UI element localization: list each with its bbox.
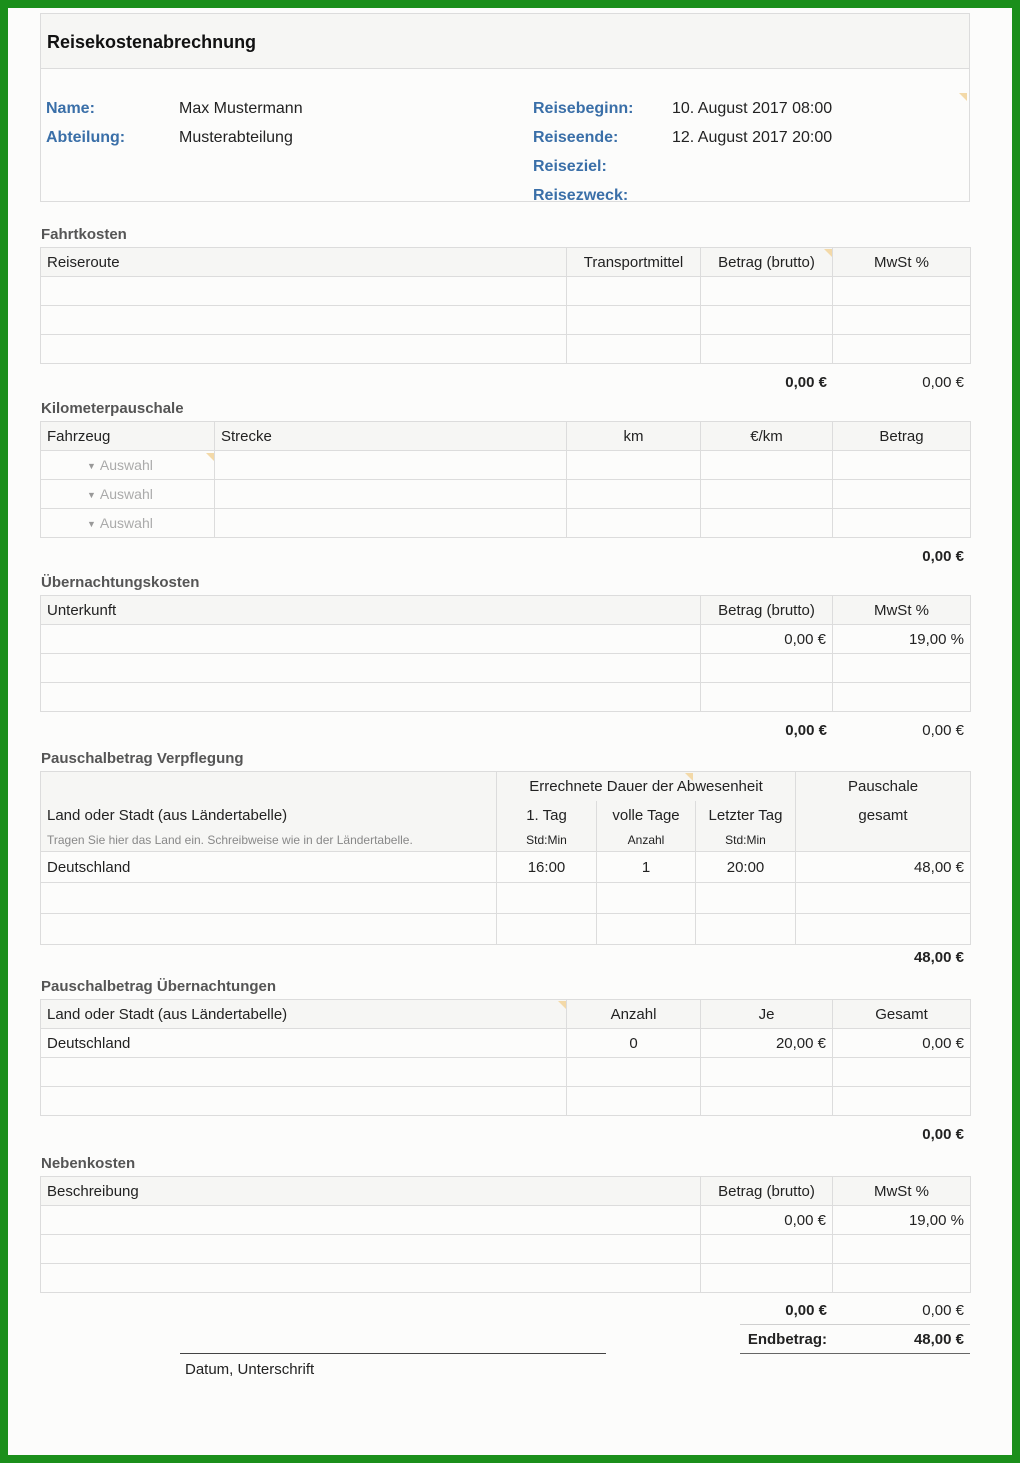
cell-land[interactable] xyxy=(41,1087,567,1116)
cell-betrag[interactable] xyxy=(701,1264,833,1293)
signature-label: Datum, Unterschrift xyxy=(185,1361,315,1378)
cell-mwst[interactable] xyxy=(833,335,971,364)
col-letzter-tag: Letzter Tag xyxy=(696,801,796,830)
cell-betrag[interactable]: 0,00 € xyxy=(701,625,833,654)
reiseende-label: Reiseende: xyxy=(533,129,619,146)
col-euro-per-km: €/km xyxy=(701,422,833,451)
page-title: Reisekostenabrechnung xyxy=(47,32,257,52)
reisebeginn-value[interactable]: 10. August 2017 08:00 xyxy=(672,100,833,117)
cell-land[interactable]: Deutschland xyxy=(41,1029,567,1058)
cell-land[interactable]: Deutschland xyxy=(41,852,497,883)
col-betrag-brutto: Betrag (brutto) xyxy=(701,596,833,625)
cell-letzter-tag[interactable] xyxy=(696,883,796,914)
reiseziel-label: Reiseziel: xyxy=(533,158,607,175)
col-betrag: Betrag xyxy=(833,422,971,451)
cell-transportmittel[interactable] xyxy=(567,277,701,306)
cell-unterkunft[interactable] xyxy=(41,654,701,683)
fahrzeug-select[interactable] xyxy=(41,509,215,538)
cell-betrag[interactable]: 0,00 € xyxy=(701,1206,833,1235)
cell-betrag xyxy=(833,480,971,509)
col-mwst: MwSt % xyxy=(833,248,971,277)
cell-betrag[interactable] xyxy=(701,1235,833,1264)
cell-je: 20,00 € xyxy=(701,1029,833,1058)
cell-km[interactable] xyxy=(567,451,701,480)
col-fahrzeug: Fahrzeug xyxy=(41,422,215,451)
table-row xyxy=(41,509,971,538)
cell-betrag[interactable] xyxy=(701,335,833,364)
nebenkosten-total-betrag: 0,00 € xyxy=(785,1302,827,1319)
cell-betrag[interactable] xyxy=(701,277,833,306)
table-row xyxy=(41,451,971,480)
signature-line[interactable] xyxy=(180,1353,606,1354)
table-row xyxy=(41,1264,971,1293)
section-title-uebernachtungskosten: Übernachtungskosten xyxy=(41,574,200,591)
table-row xyxy=(41,306,971,335)
table-row xyxy=(41,625,971,654)
cell-reiseroute[interactable] xyxy=(41,277,567,306)
section-title-fahrtkosten: Fahrtkosten xyxy=(41,226,127,243)
cell-beschreibung[interactable] xyxy=(41,1206,701,1235)
cell-km[interactable] xyxy=(567,480,701,509)
fahrzeug-select[interactable] xyxy=(41,451,215,480)
cell-reiseroute[interactable] xyxy=(41,306,567,335)
uebernachtung-total-mwst: 0,00 € xyxy=(922,722,964,739)
cell-euro-km[interactable] xyxy=(701,451,833,480)
table-row xyxy=(41,335,971,364)
col-gesamt: Gesamt xyxy=(833,1000,971,1029)
col-betrag-brutto: Betrag (brutto) xyxy=(701,248,833,277)
comment-marker-icon[interactable] xyxy=(959,93,967,101)
section-title-nebenkosten: Nebenkosten xyxy=(41,1155,136,1172)
col-beschreibung: Beschreibung xyxy=(41,1177,701,1206)
unit-volle: Anzahl xyxy=(597,830,696,852)
cell-mwst[interactable]: 19,00 % xyxy=(833,1206,971,1235)
fahrzeug-select[interactable] xyxy=(41,480,215,509)
table-row xyxy=(41,1029,971,1058)
cell-letzter-tag[interactable] xyxy=(696,914,796,945)
cell-transportmittel[interactable] xyxy=(567,335,701,364)
cell-betrag[interactable] xyxy=(701,683,833,712)
col-anzahl: Anzahl xyxy=(567,1000,701,1029)
cell-betrag xyxy=(833,451,971,480)
abteilung-value[interactable]: Musterabteilung xyxy=(179,129,293,146)
cell-unterkunft[interactable] xyxy=(41,683,701,712)
col-land: Land oder Stadt (aus Ländertabelle) xyxy=(41,801,497,830)
col-transportmittel: Transportmittel xyxy=(567,248,701,277)
section-title-kilometerpauschale: Kilometerpauschale xyxy=(41,400,184,417)
col-reiseroute: Reiseroute xyxy=(41,248,567,277)
reiseende-value[interactable]: 12. August 2017 20:00 xyxy=(672,129,833,146)
nebenkosten-total-mwst: 0,00 € xyxy=(922,1302,964,1319)
kilometer-table xyxy=(40,421,971,538)
cell-betrag[interactable] xyxy=(701,306,833,335)
endbetrag-value: 48,00 € xyxy=(913,1331,964,1348)
reisebeginn-label: Reisebeginn: xyxy=(533,100,634,117)
col-pauschale: Pauschale xyxy=(796,772,971,801)
unit-gesamt xyxy=(796,830,971,852)
cell-anzahl[interactable] xyxy=(567,1058,701,1087)
cell-reiseroute[interactable] xyxy=(41,335,567,364)
comment-marker-icon[interactable] xyxy=(685,773,693,781)
select-placeholder: Auswahl xyxy=(99,515,153,531)
cell-tag1[interactable]: 16:00 xyxy=(497,852,597,883)
table-row xyxy=(41,1235,971,1264)
dropdown-arrow-icon: ▼ xyxy=(87,519,96,530)
endbetrag-label: Endbetrag: xyxy=(747,1331,827,1348)
cell-land[interactable] xyxy=(41,1058,567,1087)
cell-gesamt xyxy=(833,1087,971,1116)
cell-je xyxy=(701,1087,833,1116)
name-value[interactable]: Max Mustermann xyxy=(179,100,303,117)
document-page xyxy=(8,8,1012,1455)
col-km: km xyxy=(567,422,701,451)
nebenkosten-table xyxy=(40,1176,971,1293)
section-title-verpflegung: Pauschalbetrag Verpflegung xyxy=(41,750,244,767)
name-label: Name: xyxy=(46,100,95,117)
cell-volle-tage[interactable]: 1 xyxy=(597,852,696,883)
col-je: Je xyxy=(701,1000,833,1029)
col-betrag-brutto: Betrag (brutto) xyxy=(701,1177,833,1206)
col-strecke: Strecke xyxy=(215,422,567,451)
cell-gesamt xyxy=(833,1058,971,1087)
cell-letzter-tag[interactable]: 20:00 xyxy=(696,852,796,883)
unit-tag1: Std:Min xyxy=(497,830,597,852)
cell-transportmittel[interactable] xyxy=(567,306,701,335)
cell-tag1[interactable] xyxy=(497,883,597,914)
col-land: Land oder Stadt (aus Ländertabelle) xyxy=(41,1000,567,1029)
unit-letzter: Std:Min xyxy=(696,830,796,852)
cell-mwst[interactable] xyxy=(833,1264,971,1293)
cell-je xyxy=(701,1058,833,1087)
section-title-pausch-uebernachtungen: Pauschalbetrag Übernachtungen xyxy=(41,978,277,995)
col-tag1: 1. Tag xyxy=(497,801,597,830)
table-row xyxy=(41,852,971,883)
cell-beschreibung[interactable] xyxy=(41,1264,701,1293)
verpflegung-total: 48,00 € xyxy=(913,949,964,966)
table-row xyxy=(41,883,971,914)
cell-gesamt: 48,00 € xyxy=(796,852,971,883)
cell-tag1[interactable] xyxy=(497,914,597,945)
cell-volle-tage[interactable] xyxy=(597,914,696,945)
cell-beschreibung[interactable] xyxy=(41,1235,701,1264)
col-gesamt: gesamt xyxy=(796,801,971,830)
cell-euro-km[interactable] xyxy=(701,480,833,509)
cell-mwst[interactable] xyxy=(833,277,971,306)
endbetrag-top-rule xyxy=(740,1324,970,1325)
verpflegung-table xyxy=(40,771,971,945)
header-box xyxy=(40,13,970,202)
land-hint: Tragen Sie hier das Land ein. Schreibweise wie in der Ländertabelle. xyxy=(41,830,497,852)
col-unterkunft: Unterkunft xyxy=(41,596,701,625)
table-row xyxy=(41,654,971,683)
cell-volle-tage[interactable] xyxy=(597,883,696,914)
uebernachtung-total-betrag: 0,00 € xyxy=(785,722,827,739)
dropdown-arrow-icon: ▼ xyxy=(87,490,96,501)
reisezweck-label: Reisezweck: xyxy=(533,187,629,204)
cell-land[interactable] xyxy=(41,883,497,914)
cell-mwst[interactable] xyxy=(833,1235,971,1264)
cell-gesamt: 0,00 € xyxy=(833,1029,971,1058)
cell-strecke[interactable] xyxy=(215,509,567,538)
cell-mwst[interactable] xyxy=(833,306,971,335)
select-placeholder: Auswahl xyxy=(99,486,153,502)
pausch-uebernachtung-table xyxy=(40,999,971,1116)
table-row xyxy=(41,480,971,509)
title-bar xyxy=(41,14,969,69)
cell-gesamt xyxy=(796,883,971,914)
comment-marker-icon[interactable] xyxy=(824,249,832,257)
group-header-dauer: Errechnete Dauer der Abwesenheit xyxy=(497,772,796,801)
comment-marker-icon[interactable] xyxy=(558,1001,566,1009)
cell-land[interactable] xyxy=(41,914,497,945)
endbetrag-bottom-rule xyxy=(740,1353,970,1354)
cell-strecke[interactable] xyxy=(215,451,567,480)
cell-gesamt xyxy=(796,914,971,945)
uebernachtung-table xyxy=(40,595,971,712)
cell-mwst[interactable] xyxy=(833,654,971,683)
table-row xyxy=(41,1206,971,1235)
col-mwst: MwSt % xyxy=(833,596,971,625)
fahrtkosten-total-mwst: 0,00 € xyxy=(922,374,964,391)
verpflegung-header-spacer xyxy=(41,772,497,801)
pausch-uebernachtung-total: 0,00 € xyxy=(922,1126,964,1143)
cell-betrag xyxy=(833,509,971,538)
cell-unterkunft[interactable] xyxy=(41,625,701,654)
cell-betrag[interactable] xyxy=(701,654,833,683)
cell-mwst[interactable]: 19,00 % xyxy=(833,625,971,654)
col-mwst: MwSt % xyxy=(833,1177,971,1206)
table-row xyxy=(41,1087,971,1116)
cell-euro-km[interactable] xyxy=(701,509,833,538)
table-row xyxy=(41,683,971,712)
fahrtkosten-table xyxy=(40,247,971,364)
table-row xyxy=(41,914,971,945)
cell-strecke[interactable] xyxy=(215,480,567,509)
abteilung-label: Abteilung: xyxy=(46,129,126,146)
dropdown-arrow-icon: ▼ xyxy=(87,461,96,472)
table-row xyxy=(41,277,971,306)
cell-km[interactable] xyxy=(567,509,701,538)
select-placeholder: Auswahl xyxy=(99,457,153,473)
kilometer-total: 0,00 € xyxy=(922,548,964,565)
table-row xyxy=(41,1058,971,1087)
comment-marker-icon[interactable] xyxy=(206,453,214,461)
cell-anzahl[interactable] xyxy=(567,1087,701,1116)
cell-anzahl[interactable]: 0 xyxy=(567,1029,701,1058)
fahrtkosten-total-betrag: 0,00 € xyxy=(785,374,827,391)
col-volle-tage: volle Tage xyxy=(597,801,696,830)
cell-mwst[interactable] xyxy=(833,683,971,712)
